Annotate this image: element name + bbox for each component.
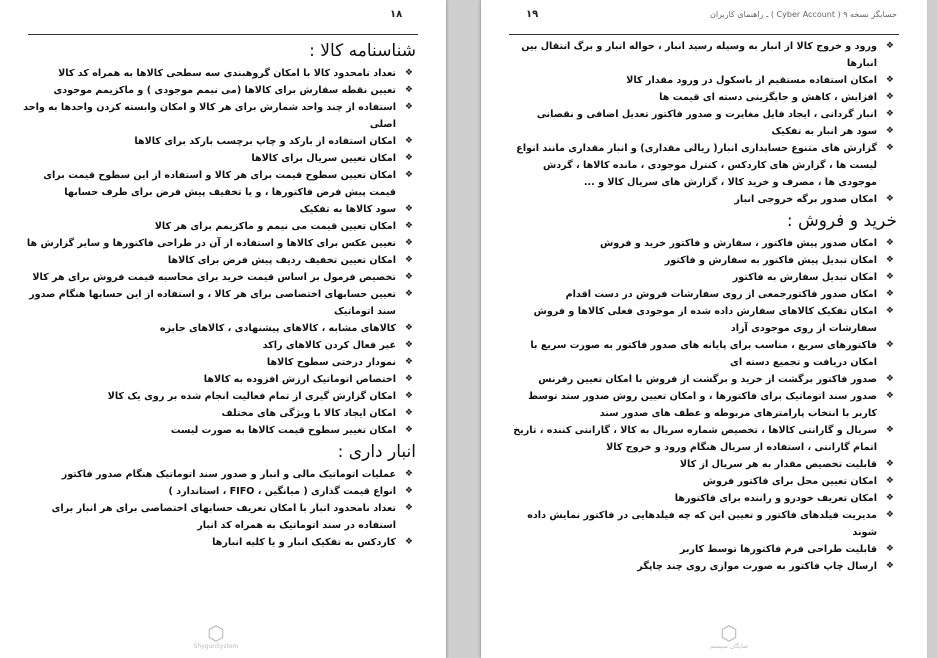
publisher-logo — [186, 623, 246, 650]
list-item-text: انبار گردانی ، ایجاد فایل مغایرت و صدور فاکتور تعدیل اضافی و نقصانی — [536, 109, 877, 120]
diamond-bullet-icon: ❖ — [885, 143, 894, 153]
list-item-text: فاکتورهای سریع ، مناسب برای پایانه های صدور فاکتور به صورت سریع با امکان دریافت و تجمیع دسته ای — [530, 340, 877, 368]
diamond-bullet-icon: ❖ — [885, 238, 894, 248]
list-item — [503, 490, 897, 507]
diamond-bullet-icon: ❖ — [885, 272, 894, 282]
diamond-bullet-icon: ❖ — [404, 153, 413, 163]
diamond-bullet-icon: ❖ — [885, 459, 894, 469]
diamond-bullet-icon: ❖ — [404, 469, 413, 479]
list-item-text: امکان استفاده از بارکد و چاپ برچسب بارکد برای کالاها — [134, 136, 396, 147]
list-item — [503, 72, 897, 89]
list-item — [22, 82, 416, 99]
list-item-text: امکان صدور پیش فاکتور ، سفارش و فاکتور خرید و فروش — [600, 238, 877, 249]
list-item-text: ارسال چاپ فاکتور به صورت موازی روی چند چاپگر — [637, 561, 877, 572]
diamond-bullet-icon: ❖ — [404, 238, 413, 248]
list-item — [22, 235, 416, 252]
diamond-bullet-icon: ❖ — [885, 92, 894, 102]
list-item — [22, 500, 416, 534]
list-item — [503, 371, 897, 388]
list-item — [503, 89, 897, 106]
list-item-text: مدیریت فیلدهای فاکتور و تعیین این که چه فیلدهایی در فاکتور نمایش داده شوند — [527, 510, 877, 538]
diamond-bullet-icon: ❖ — [404, 425, 413, 435]
diamond-bullet-icon: ❖ — [885, 510, 894, 520]
diamond-bullet-icon: ❖ — [404, 170, 413, 180]
page-number: ۱۹ — [526, 9, 539, 20]
diamond-bullet-icon: ❖ — [404, 136, 413, 146]
list-item — [22, 422, 416, 439]
logo-text: شایگان سیستم — [710, 643, 748, 650]
list-item-text: کاردکس به تفکیک انبار و یا کلیه انبارها — [212, 537, 396, 548]
shygun-logo-icon: ⬡ — [207, 621, 225, 645]
list-item-text: امکان تعیین محل برای فاکتور فروش — [702, 476, 877, 487]
diamond-bullet-icon: ❖ — [404, 85, 413, 95]
list-item — [503, 473, 897, 490]
list-item-text: ورود و خروج کالا از انبار به وسیله رسید انبار ، حواله انبار و برگ انتقال بین انبارها — [521, 41, 877, 69]
list-item — [22, 388, 416, 405]
list-item — [22, 286, 416, 320]
list-item — [503, 252, 897, 269]
list-item-text: صدور سند اتوماتیک برای فاکتورها ، و امکان تعیین روش صدور سند توسط کاربر با انتخاب پارامترهای مربوطه و عطف های صدور سند — [528, 391, 877, 419]
diamond-bullet-icon: ❖ — [404, 289, 413, 299]
list-item — [503, 337, 897, 371]
list-item-text: اختصاص اتوماتیک ارزش افزوده به کالاها — [203, 374, 396, 385]
diamond-bullet-icon: ❖ — [885, 41, 894, 51]
list-item — [503, 123, 897, 140]
list-item-text: انواع قیمت گذاری ( میانگین ، FIFO ، استاندارد ) — [168, 486, 396, 497]
list-item — [22, 218, 416, 235]
diamond-bullet-icon: ❖ — [404, 102, 413, 112]
feature-list — [22, 466, 416, 551]
shygun-logo-icon: ⬡ — [720, 621, 738, 645]
section-heading: انبار داری : — [337, 442, 416, 462]
diamond-bullet-icon: ❖ — [404, 323, 413, 333]
diamond-bullet-icon: ❖ — [404, 340, 413, 350]
list-item — [22, 99, 416, 133]
list-item — [503, 558, 897, 575]
list-item — [22, 167, 416, 201]
list-item-text: امکان تعریف خودرو و راننده برای فاکتورها — [674, 493, 877, 504]
list-item-text: سریال و گارانتی کالاها ، تخصیص شماره سریال به کالا ، گارانتی کننده ، تاریخ اتمام گارانتی ، استفاده از سریال هنگام ورود و خروج کالا — [513, 425, 877, 453]
list-item — [503, 140, 897, 191]
header-rule — [509, 34, 899, 35]
left-page — [0, 0, 446, 658]
diamond-bullet-icon: ❖ — [885, 493, 894, 503]
list-item — [503, 106, 897, 123]
right-page — [481, 0, 927, 658]
list-item-text: غیر فعال کردن کالاهای راکد — [262, 340, 396, 351]
diamond-bullet-icon: ❖ — [885, 425, 894, 435]
diamond-bullet-icon: ❖ — [404, 255, 413, 265]
section-heading: خرید و فروش : — [786, 211, 897, 231]
diamond-bullet-icon: ❖ — [404, 68, 413, 78]
list-item-text: امکان تعیین سطوح قیمت برای هر کالا و استفاده از این سطوح قیمت برای قیمت پیش فرض فاکتورها ، و یا تخفیف پیش فرض برای طرف حسابها — [43, 170, 396, 198]
list-item — [22, 320, 416, 337]
diamond-bullet-icon: ❖ — [404, 204, 413, 214]
list-item-text: امکان استفاده مستقیم از باسکول در ورود مقدار کالا — [626, 75, 877, 86]
page-content — [22, 38, 416, 551]
list-item — [503, 541, 897, 558]
list-item-text: تعداد نامحدود کالا با امکان گروهبندی سه سطحی کالاها به همراه کد کالا — [58, 68, 396, 79]
diamond-bullet-icon: ❖ — [404, 486, 413, 496]
list-item-text: امکان تعیین تخفیف ردیف پیش فرض برای کالاها — [167, 255, 396, 266]
list-item — [503, 388, 897, 422]
list-item — [22, 405, 416, 422]
list-item — [22, 133, 416, 150]
list-item-text: امکان تفکیک کالاهای سفارش داده شده از موجودی فعلی کالاها و فروش سفارشات از روی موجودی آزاد — [533, 306, 877, 334]
list-item — [22, 483, 416, 500]
list-item — [503, 507, 897, 541]
list-item-text: امکان صدور فاکتورجمعی از روی سفارشات فروش در دست اقدام — [565, 289, 877, 300]
list-item-text: امکان صدور برگه خروجی انبار — [734, 194, 877, 205]
diamond-bullet-icon: ❖ — [885, 109, 894, 119]
list-item-text: نمودار درختی سطوح کالاها — [266, 357, 396, 368]
page-content — [503, 38, 897, 575]
list-item-text: تعداد نامحدود انبار با امکان تعریف حسابهای اختصاصی برای هر انبار برای استفاده در سند اتوماتیک به همراه کد انبار — [51, 503, 396, 531]
list-item — [22, 252, 416, 269]
running-head: حسابگر نسخه ۹ ( Cyber Account ) ـ راهنمای کاربران — [710, 10, 897, 19]
list-item-text: امکان تعیین سریال برای کالاها — [251, 153, 396, 164]
diamond-bullet-icon: ❖ — [885, 255, 894, 265]
list-item — [22, 354, 416, 371]
diamond-bullet-icon: ❖ — [885, 126, 894, 136]
list-item-text: تعیین نقطه سفارش برای کالاها (می نیمم موجودی ) و ماکزیمم موجودی — [53, 85, 396, 96]
list-item-text: گزارش های متنوع حسابداری انبار( ریالی مقداری) و انبار مقداری مانند انواع لیست ها ، گزارش های کاردکس ، کنترل موجودی ، مانده کالاها ، گردش موجودی ها ، مصرف و خرید کالا ، گزارش های سریال کالا و ... — [516, 143, 877, 188]
list-item-text: امکان تعیین قیمت می نیمم و ماکزیمم برای هر کالا — [154, 221, 396, 232]
diamond-bullet-icon: ❖ — [885, 289, 894, 299]
list-item-text: قابلیت طراحی فرم فاکتورها توسط کاربر — [679, 544, 877, 555]
list-item — [503, 191, 897, 208]
list-item-text: عملیات اتوماتیک مالی و انبار و صدور سند اتوماتیک هنگام صدور فاکتور — [61, 469, 396, 480]
list-item — [22, 466, 416, 483]
list-item — [22, 269, 416, 286]
list-item-text: امکان گزارش گیری از تمام فعالیت انجام شده بر روی یک کالا — [107, 391, 396, 402]
page-number: ۱۸ — [390, 9, 403, 20]
list-item-text: افزایش ، کاهش و جایگزینی دسته ای قیمت ها — [659, 92, 877, 103]
feature-list — [503, 38, 897, 208]
list-item — [22, 337, 416, 354]
list-item — [22, 150, 416, 167]
diamond-bullet-icon: ❖ — [885, 561, 894, 571]
list-item-text: سود هر انبار به تفکیک — [771, 126, 877, 137]
feature-list — [503, 235, 897, 575]
list-item-text: کالاهای مشابه ، کالاهای پیشنهادی ، کالاهای جایزه — [159, 323, 396, 334]
list-item-text: امکان تغییر سطوح قیمت کالاها به صورت لیست — [170, 425, 396, 436]
list-item-text: استفاده از چند واحد شمارش برای هر کالا و امکان وابسته کردن واحدها به واحد اصلی — [23, 102, 396, 130]
diamond-bullet-icon: ❖ — [885, 340, 894, 350]
diamond-bullet-icon: ❖ — [404, 221, 413, 231]
list-item — [22, 65, 416, 82]
diamond-bullet-icon: ❖ — [404, 537, 413, 547]
diamond-bullet-icon: ❖ — [885, 374, 894, 384]
list-item-text: امکان تبدیل سفارش به فاکتور — [732, 272, 877, 283]
list-item-text: قابلیت تخصیص مقدار به هر سریال از کالا — [679, 459, 877, 470]
list-item-text: صدور فاکتور برگشت از خرید و برگشت از فروش با امکان تعیین رفرنس — [538, 374, 877, 385]
diamond-bullet-icon: ❖ — [404, 272, 413, 282]
diamond-bullet-icon: ❖ — [885, 391, 894, 401]
diamond-bullet-icon: ❖ — [404, 503, 413, 513]
logo-text: ShygunSystem — [193, 643, 239, 650]
list-item — [503, 456, 897, 473]
diamond-bullet-icon: ❖ — [885, 476, 894, 486]
diamond-bullet-icon: ❖ — [404, 357, 413, 367]
publisher-logo — [699, 623, 759, 650]
list-item — [22, 201, 416, 218]
list-item — [503, 303, 897, 337]
list-item — [503, 235, 897, 252]
list-item-text: امکان ایجاد کالا با ویژگی های مختلف — [221, 408, 396, 419]
diamond-bullet-icon: ❖ — [404, 374, 413, 384]
section-heading: شناسنامه کالا : — [309, 41, 416, 61]
list-item-text: امکان تبدیل پیش فاکتور به سفارش و فاکتور — [664, 255, 877, 266]
diamond-bullet-icon: ❖ — [885, 306, 894, 316]
list-item — [503, 286, 897, 303]
diamond-bullet-icon: ❖ — [885, 75, 894, 85]
feature-list — [22, 65, 416, 439]
list-item — [503, 422, 897, 456]
list-item — [22, 371, 416, 388]
diamond-bullet-icon: ❖ — [885, 544, 894, 554]
list-item-text: سود کالاها به تفکیک — [299, 204, 396, 215]
list-item-text: تخصیص فرمول بر اساس قیمت خرید برای محاسبه قیمت فروش برای هر کالا — [32, 272, 396, 283]
diamond-bullet-icon: ❖ — [404, 391, 413, 401]
list-item-text: تعیین عکس برای کالاها و استفاده از آن در طراحی فاکتورها و سایر گزارش ها — [26, 238, 396, 249]
diamond-bullet-icon: ❖ — [885, 194, 894, 204]
header-rule — [28, 34, 418, 35]
list-item — [22, 534, 416, 551]
diamond-bullet-icon: ❖ — [404, 408, 413, 418]
list-item-text: تعیین حسابهای اختصاصی برای هر کالا ، و استفاده از این حسابها هنگام صدور سند اتوماتیک — [29, 289, 396, 317]
list-item — [503, 269, 897, 286]
list-item — [503, 38, 897, 72]
